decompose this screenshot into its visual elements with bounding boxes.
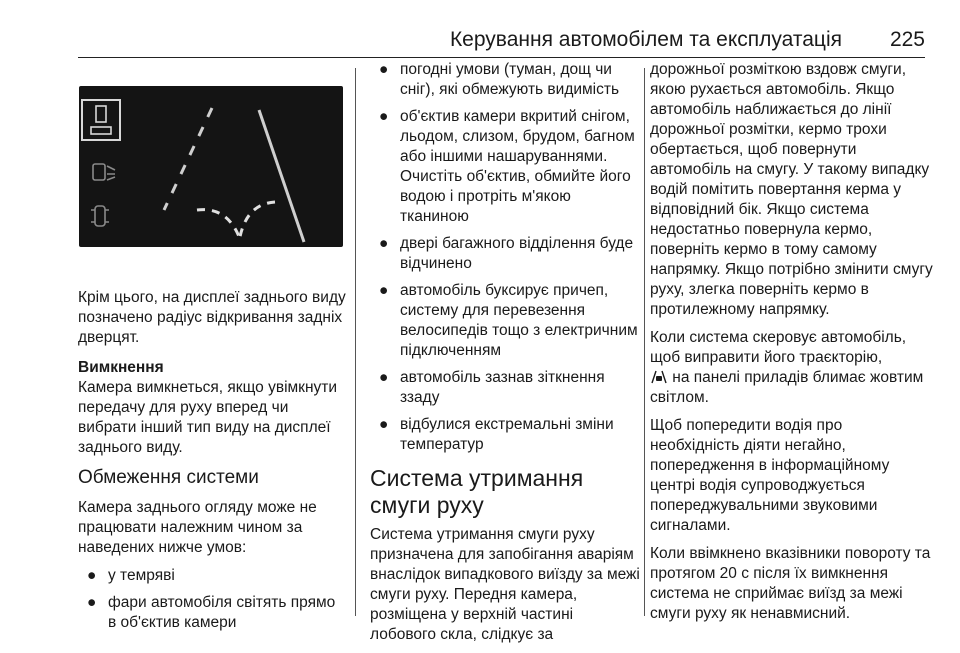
- bullet-icon: ●: [379, 369, 389, 386]
- section-text: Система утримання смуги руху призначена для запобігання аваріям внаслідок випадкового виїзду за межі смуги руху. Передня камера, розміщена у верхній частині лобового скла, слідкує за: [370, 526, 640, 643]
- column-2: [370, 60, 640, 653]
- list-item: ● автомобіль зазнав зіткнення ззаду: [379, 369, 605, 406]
- limits-heading: Обмеження системи: [78, 467, 259, 488]
- limits-list: [78, 566, 346, 633]
- paragraph: Коли система скеровує автомобіль, щоб виправити його траєкторію, на панелі приладів блимає жовтим світлом.: [650, 329, 924, 406]
- list-item: ● автомобіль буксирує причеп, систему для перевезення велосипедів тощо з електричним підключенням: [379, 282, 638, 359]
- list-item: ● погодні умови (туман, дощ чи сніг), які обмежують видимість: [379, 61, 620, 98]
- list-item: ● фари автомобіля світять прямо в об'єктив камери: [87, 594, 336, 631]
- lane-keep-assist-icon: [650, 370, 668, 384]
- column-1: [78, 288, 346, 640]
- side-view-mode-icon: [93, 164, 115, 180]
- limits-text: Камера заднього огляду може не працювати належним чином за наведених нижче умов:: [78, 499, 317, 556]
- bullet-icon: ●: [87, 594, 97, 611]
- bullet-icon: ●: [379, 108, 389, 125]
- column-divider-1: [355, 68, 356, 616]
- list-item: ● об'єктив камери вкритий снігом, льодом, слизом, брудом, багном або іншими нашаруваннями. Очистіть об'єктив, обмийте його водою і протріть м'якою тканиною: [379, 108, 635, 225]
- list-item: ● відбулися екстремальні зміни температур: [379, 416, 614, 453]
- limits-list-continued: [370, 60, 640, 455]
- off-text: Камера вимкнеться, якщо увімкнути передачу для руху вперед чи вибрати інший тип виду на дисплеї заднього виду.: [78, 379, 338, 456]
- off-section: [78, 358, 346, 458]
- header-rule: [78, 57, 925, 58]
- bullet-icon: ●: [379, 282, 389, 299]
- off-heading: Вимкнення: [78, 359, 164, 376]
- paragraph: Щоб попередити водія про необхідність діяти негайно, попередження в інформаційному центрі водія супроводжується попереджувальними звуковими сигналами.: [650, 417, 890, 534]
- page-header: [0, 0, 960, 58]
- bullet-icon: ●: [379, 416, 389, 433]
- door-arc-lines: [197, 202, 275, 242]
- column-divider-2: [644, 68, 645, 616]
- chapter-title: Керування автомобілем та експлуатація: [449, 28, 842, 51]
- right-guide-line: [259, 110, 304, 242]
- column-3: [650, 60, 935, 632]
- page-number: 225: [889, 28, 925, 51]
- bullet-icon: ●: [87, 567, 97, 584]
- left-guide-line: [164, 108, 212, 210]
- bullet-icon: ●: [379, 235, 389, 252]
- paragraph: Коли ввімкнено вказівники повороту та протягом 20 с після їх вимкнення система не сприймає виїзд за межі смуги руху як ненавмисний.: [650, 545, 931, 622]
- image-caption: Крім цього, на дисплеї заднього виду позначено радіус відкривання задніх дверцят.: [78, 289, 346, 346]
- list-item: ● у темряві: [87, 567, 175, 584]
- camera-view-illustration: [79, 86, 343, 247]
- list-item: ● двері багажного відділення буде відчинено: [379, 235, 634, 272]
- bullet-icon: ●: [379, 61, 389, 78]
- paragraph: дорожньої розміткою вздовж смуги, якою рухається автомобіль. Якщо автомобіль наближається до лінії дорожньої розмітки, кермо трохи обертається, щоб повернути автомобіль на смугу. У такому випадку водій помітить повертання керма у відповідний бік. Якщо система недостатньо повернула кермо, поверніть кермо в тому самому напрямку. Якщо потрібно змінити смугу руху, злегка поверніть кермо в протилежному напрямку.: [650, 61, 933, 318]
- section-heading: Система утримання смуги руху: [370, 465, 584, 518]
- top-view-mode-icon: [91, 206, 109, 226]
- rear-camera-display-image: [79, 86, 343, 247]
